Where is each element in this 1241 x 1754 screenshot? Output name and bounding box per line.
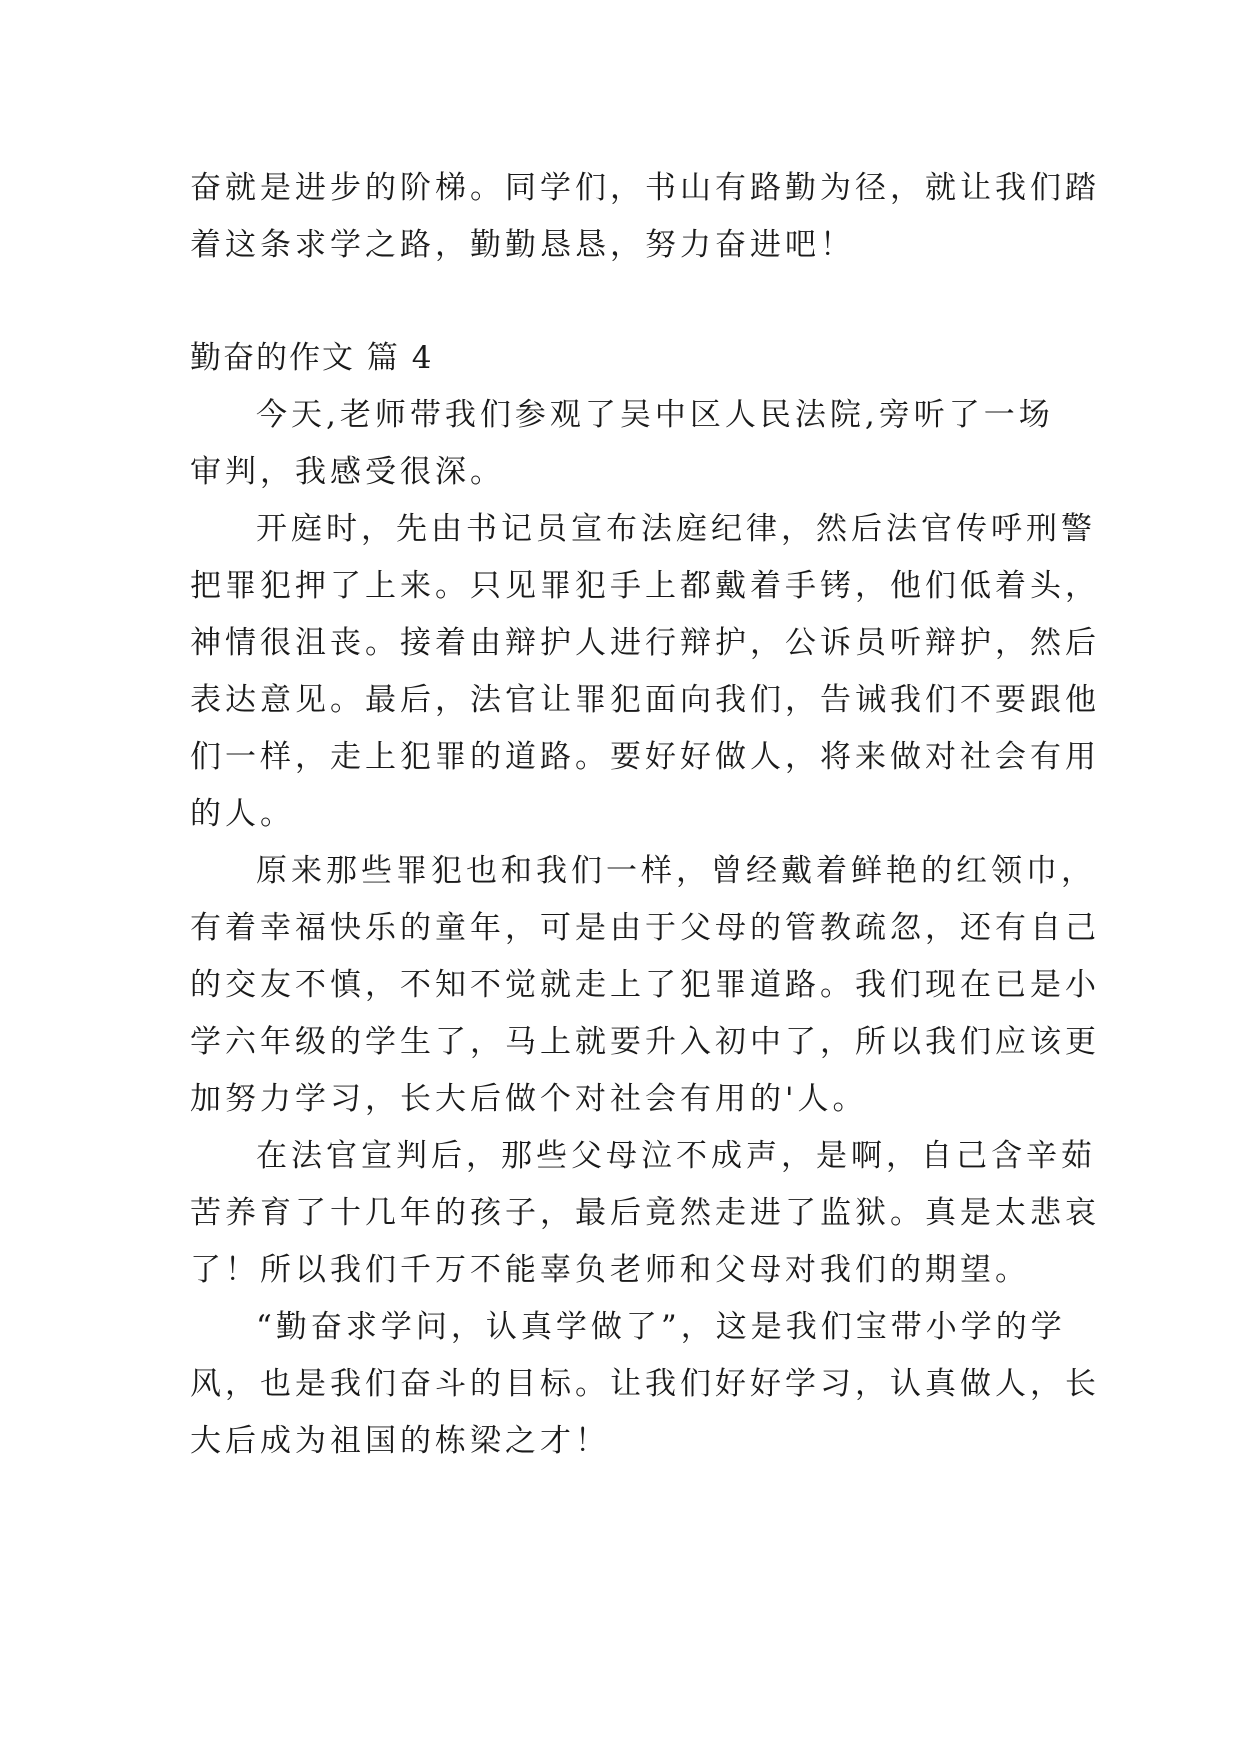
text-line: 开庭时，先由书记员宣布法庭纪律，然后法官传呼刑警: [256, 511, 1096, 547]
essay-title: 勤奋的作文 篇 4: [190, 340, 434, 376]
text-line: 在法官宣判后，那些父母泣不成声，是啊，自己含辛茹: [256, 1138, 1096, 1174]
text-line: 审判，我感受很深。: [190, 454, 505, 490]
paragraph-5: [190, 1299, 1100, 1470]
text-line: “勤奋求学问，认真学做了”，这是我们宝带小学的学: [256, 1309, 1066, 1345]
paragraph-3: [190, 843, 1100, 1128]
text-line: 今天,老师带我们参观了吴中区人民法院,旁听了一场: [256, 397, 1054, 433]
paragraph-2: [190, 501, 1100, 843]
continued-paragraph: [190, 160, 1100, 274]
text-line: 有着幸福快乐的童年，可是由于父母的管教疏忽，还有自己: [190, 910, 1100, 946]
text-line: 风，也是我们奋斗的目标。让我们好好学习，认真做人，长: [190, 1366, 1100, 1402]
text-line: 大后成为祖国的栋梁之才！: [190, 1423, 610, 1459]
text-line: 了！所以我们千万不能辜负老师和父母对我们的期望。: [190, 1252, 1030, 1288]
text-line: 学六年级的学生了，马上就要升入初中了，所以我们应该更: [190, 1024, 1100, 1060]
paragraph-1: [190, 387, 1054, 501]
text-line: 神情很沮丧。接着由辩护人进行辩护，公诉员听辩护，然后: [190, 625, 1100, 661]
text-line: 原来那些罪犯也和我们一样，曾经戴着鲜艳的红领巾，: [256, 853, 1096, 889]
text-line: 的交友不慎，不知不觉就走上了犯罪道路。我们现在已是小: [190, 967, 1100, 1003]
text-line: 们一样，走上犯罪的道路。要好好做人，将来做对社会有用: [190, 739, 1100, 775]
text-line: 奋就是进步的阶梯。同学们，书山有路勤为径，就让我们踏: [190, 170, 1100, 206]
text-line: 表达意见。最后，法官让罪犯面向我们，告诫我们不要跟他: [190, 682, 1100, 718]
document-body: [190, 160, 1100, 1470]
text-line: 着这条求学之路，勤勤恳恳，努力奋进吧！: [190, 227, 855, 263]
text-line: 的人。: [190, 796, 295, 832]
text-line: 把罪犯押了上来。只见罪犯手上都戴着手铐，他们低着头，: [190, 568, 1100, 604]
paragraph-4: [190, 1128, 1100, 1299]
text-line: 加努力学习，长大后做个对社会有用的'人。: [190, 1081, 868, 1117]
text-line: 苦养育了十几年的孩子，最后竟然走进了监狱。真是太悲哀: [190, 1195, 1100, 1231]
